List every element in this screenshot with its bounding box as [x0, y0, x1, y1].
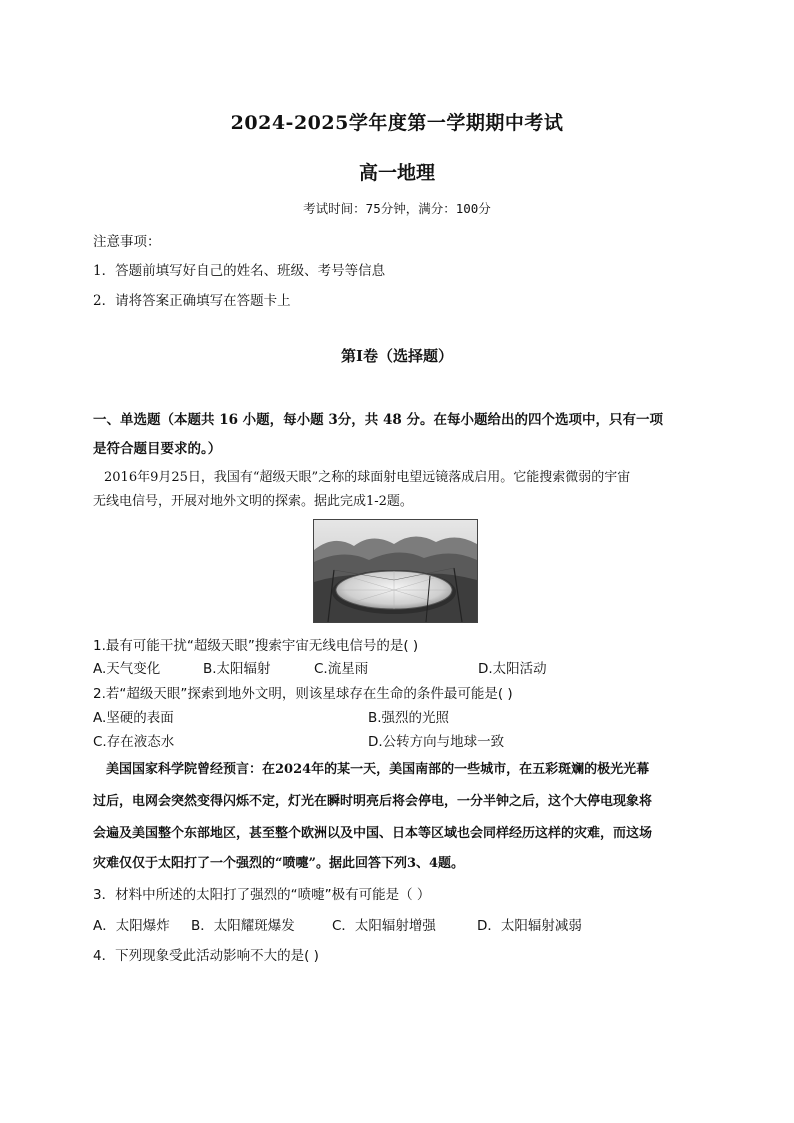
notes-heading: 注意事项： [93, 234, 161, 250]
q3-option-d: D．太阳辐射减弱 [477, 918, 582, 934]
note-item-2: 2．请将答案正确填写在答题卡上 [93, 293, 291, 309]
exam-info: 考试时间：75分钟，满分：100分 [303, 201, 491, 216]
q2-option-c: C.存在液态水 [93, 734, 175, 750]
q2-option-b: B.强烈的光照 [368, 710, 450, 726]
subject-title: 高一地理 [358, 162, 435, 184]
q3-option-c: C．太阳辐射增强 [332, 918, 436, 934]
exam-title: 2024-2025学年度第一学期期中考试 [230, 112, 564, 134]
section-title: 第I卷（选择题） [340, 347, 454, 365]
part-heading-line2: 是符合题目要求的。） [93, 441, 222, 457]
passage2-line3: 会遍及美国整个东部地区，甚至整个欧洲以及中国、日本等区域也会同样经历这样的灾难，而这场 [93, 826, 653, 841]
q2-option-a: A.坚硬的表面 [93, 710, 174, 726]
q2-option-d: D.公转方向与地球一致 [368, 734, 505, 750]
passage2-line1: 美国国家科学院曾经预言：在2024年的某一天，美国南部的一些城市，在五彩斑斓的极光光幕 [106, 762, 650, 777]
q1-option-b: B.太阳辐射 [203, 661, 271, 677]
passage1-line2: 无线电信号，开展对地外文明的探索。据此完成1-2题。 [93, 494, 413, 509]
part-heading-line1: 一、单选题（本题共 16 小题，每小题 3分，共 48 分。在每小题给出的四个选项中，只有一项 [93, 412, 663, 428]
passage2-line2: 过后，电网会突然变得闪烁不定，灯光在瞬时明亮后将会停电，一分半钟之后，这个大停电现象将 [93, 794, 653, 809]
question-3-stem: 3．材料中所述的太阳打了强烈的“喷嚏”极有可能是（ ） [93, 887, 431, 903]
question-4-stem: 4．下列现象受此活动影响不大的是( ) [93, 948, 319, 964]
q3-option-a: A．太阳爆炸 [93, 918, 170, 934]
q3-option-b: B．太阳耀斑爆发 [191, 918, 295, 934]
passage1-line1: 2016年9月25日，我国有“超级天眼”之称的球面射电望远镜落成启用。它能搜索微弱的宇宙 [104, 470, 631, 485]
fast-telescope-photo [313, 519, 478, 623]
question-1-stem: 1.最有可能干扰“超级天眼”搜索宇宙无线电信号的是( ) [93, 638, 419, 654]
passage2-line4: 灾难仅仅于太阳打了一个强烈的“喷嚏”。据此回答下列3、4题。 [93, 856, 465, 871]
q1-option-a: A.天气变化 [93, 661, 161, 677]
q1-option-d: D.太阳活动 [478, 661, 547, 677]
note-item-1: 1．答题前填写好自己的姓名、班级、考号等信息 [93, 263, 386, 279]
question-2-stem: 2.若“超级天眼”探索到地外文明，则该星球存在生命的条件最可能是( ) [93, 686, 513, 702]
q1-option-c: C.流星雨 [314, 661, 369, 677]
